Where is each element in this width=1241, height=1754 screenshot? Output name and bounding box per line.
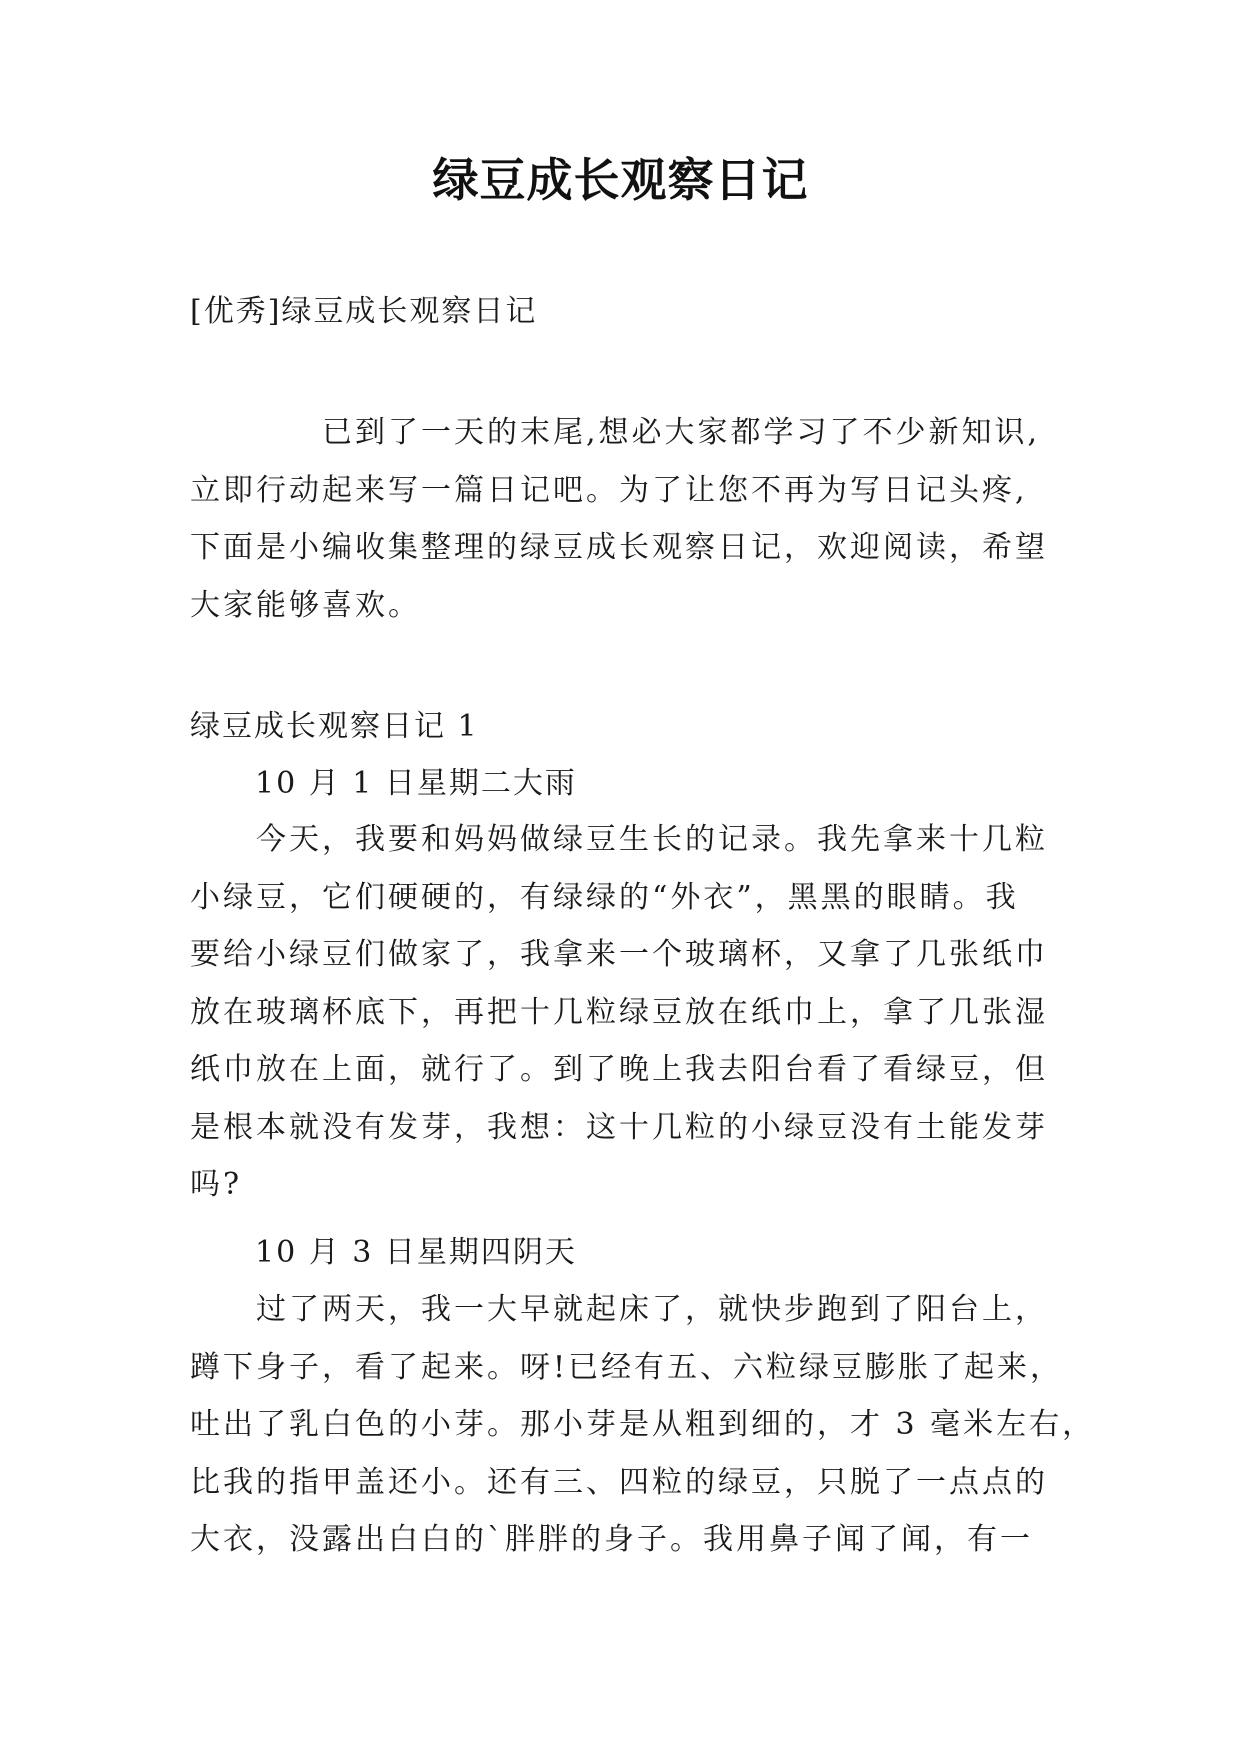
entry-line: 是根本就没有发芽，我想：这十几粒的小绿豆没有土能发芽 [190, 1109, 1048, 1145]
intro-line: 立即行动起来写一篇日记吧。为了让您不再为写日记头疼, [190, 472, 1028, 508]
entry-date: 10 月 1 日星期二大雨 [255, 766, 577, 801]
entry-line: 过了两天，我一大早就起床了，就快步跑到了阳台上， [190, 1292, 1048, 1327]
entry-line: 今天，我要和妈妈做绿豆生长的记录。我先拿来十几粒 [190, 822, 1048, 857]
entry-date: 10 月 3 日星期四阴天 [255, 1235, 577, 1270]
entry-line: 蹲下身子，看了起来。呀!已经有五、六粒绿豆膨胀了起来， [190, 1349, 1064, 1385]
entry-line: 大衣，没露出白白的`胖胖的身子。我用鼻子闻了闻，有一 [190, 1522, 1033, 1557]
document-title: 绿豆成长观察日记 [432, 153, 809, 207]
intro-line: 下面是小编收集整理的绿豆成长观察日记，欢迎阅读，希望 [190, 530, 1048, 565]
entry-line: 比我的指甲盖还小。还有三、四粒的绿豆，只脱了一点点的 [190, 1464, 1048, 1500]
document-subtitle: [优秀]绿豆成长观察日记 [190, 294, 538, 329]
entry-line: 吐出了乳白色的小芽。那小芽是从粗到细的，才 3 毫米左右， [190, 1407, 1096, 1442]
entry-line: 要给小绿豆们做家了，我拿来一个玻璃杯，又拿了几张纸巾 [190, 937, 1048, 972]
entry-line: 纸巾放在上面，就行了。到了晚上我去阳台看了看绿豆，但 [190, 1052, 1048, 1087]
entry-line: 小绿豆，它们硬硬的，有绿绿的“外衣”，黑黑的眼睛。我 [190, 879, 1019, 915]
intro-line: 大家能够喜欢。 [190, 587, 421, 623]
intro-line: 已到了一天的末尾,想必大家都学习了不少新知识, [190, 415, 1041, 450]
entry-line: 吗? [190, 1167, 243, 1202]
entry-line: 放在玻璃杯底下，再把十几粒绿豆放在纸巾上，拿了几张湿 [190, 994, 1048, 1030]
intro-paragraph [190, 404, 1080, 634]
entry-paragraph [190, 811, 1080, 1214]
entry-paragraph [190, 1281, 1096, 1569]
section-heading: 绿豆成长观察日记 1 [190, 709, 479, 744]
